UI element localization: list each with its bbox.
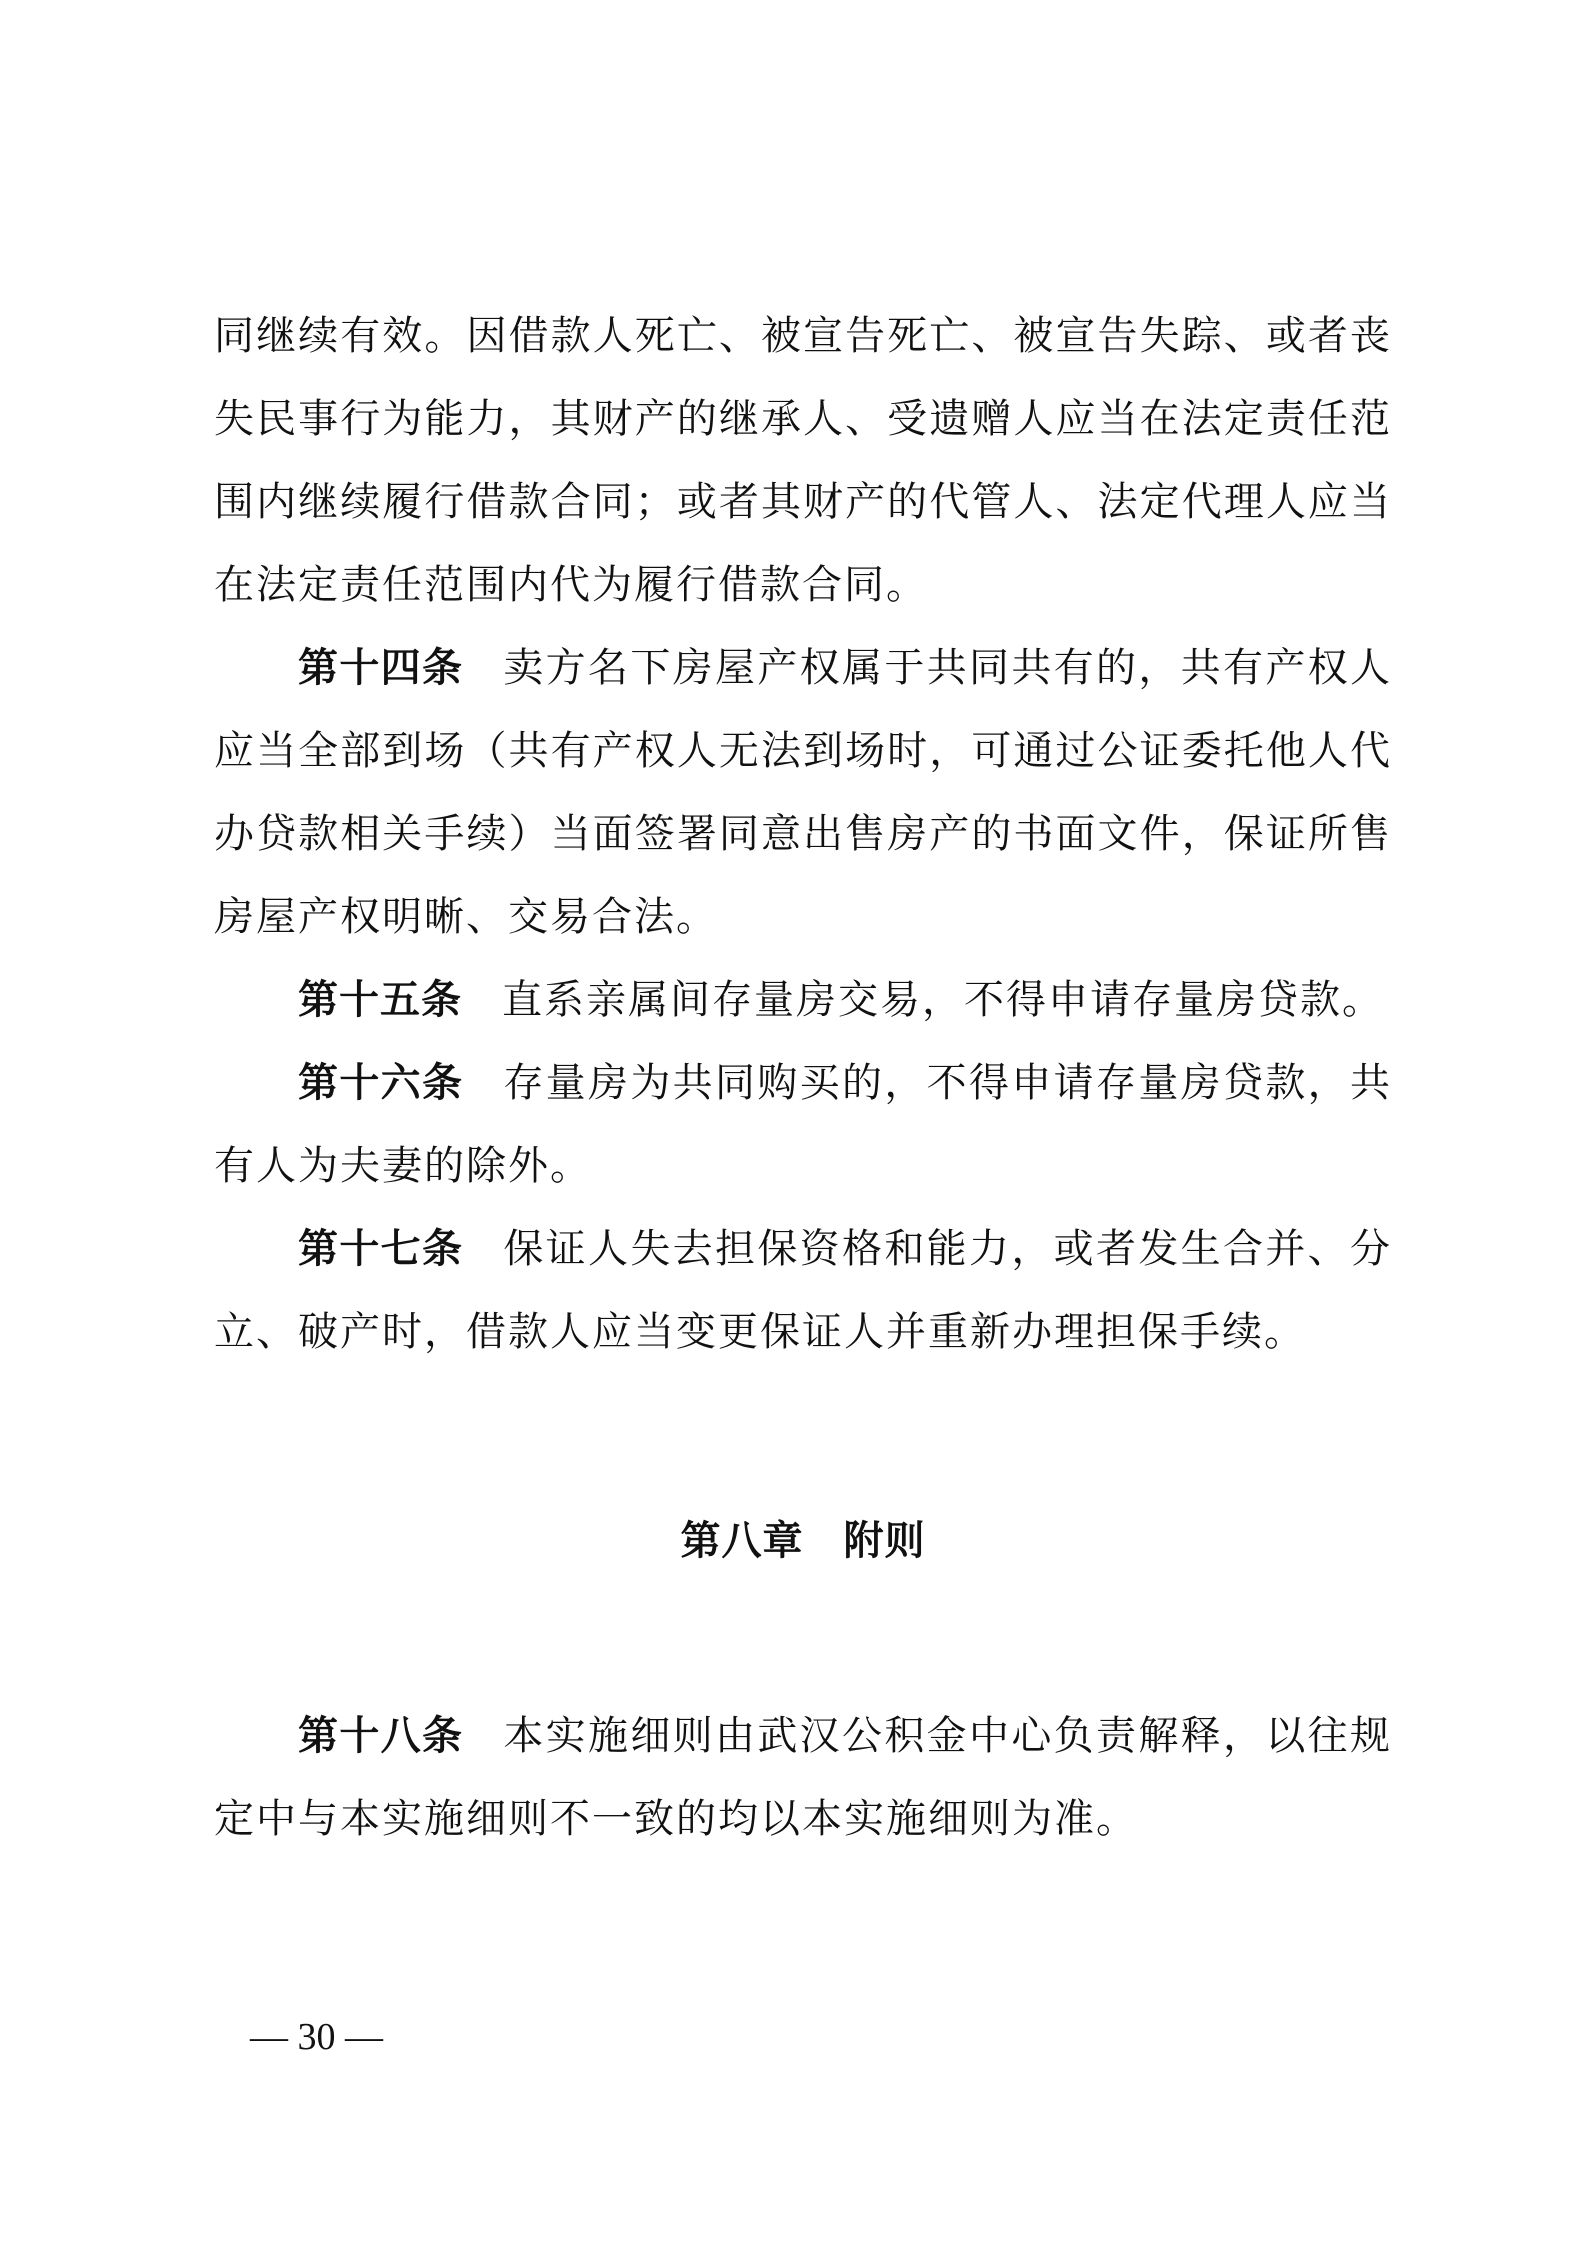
article-number: 第十七条 — [298, 1226, 464, 1272]
article-16 — [214, 1042, 1392, 1208]
article-17 — [214, 1208, 1392, 1374]
article-text: 存量房为共同购买的，不得申请存量房贷款，共有人为夫妻的除外。 — [214, 1060, 1393, 1189]
article-text: 直系亲属间存量房交易，不得申请存量房贷款。 — [502, 977, 1384, 1023]
chapter-heading — [214, 1500, 1392, 1583]
article-number: 第十八条 — [298, 1713, 464, 1759]
chapter-title: 附则 — [843, 1518, 926, 1564]
chapter-number: 第八章 — [680, 1518, 804, 1564]
paragraph-continuation — [214, 295, 1392, 627]
article-text: 保证人失去担保资格和能力，或者发生合并、分立、破产时，借款人应当变更保证人并重新办理担保手续。 — [214, 1226, 1393, 1355]
article-15 — [214, 959, 1392, 1042]
article-number: 第十五条 — [298, 977, 462, 1023]
article-text: 卖方名下房屋产权属于共同共有的，共有产权人应当全部到场（共有产权人无法到场时，可通过公证委托他人代办贷款相关手续）当面签署同意出售房产的书面文件，保证所售房屋产权明晰、交易合法。 — [214, 645, 1393, 940]
article-number: 第十四条 — [298, 645, 464, 691]
document-body — [214, 295, 1392, 1861]
article-18 — [214, 1695, 1392, 1861]
page-number: — 30 — — [250, 2016, 383, 2058]
article-text: 本实施细则由武汉公积金中心负责解释，以往规定中与本实施细则不一致的均以本实施细则为准。 — [214, 1713, 1393, 1842]
article-14 — [214, 627, 1392, 959]
paragraph-text: 同继续有效。因借款人死亡、被宣告死亡、被宣告失踪、或者丧失民事行为能力，其财产的继承人、受遗赠人应当在法定责任范围内继续履行借款合同；或者其财产的代管人、法定代理人应当在法定责任范围内代为履行借款合同。 — [214, 313, 1392, 608]
article-number: 第十六条 — [298, 1060, 464, 1106]
